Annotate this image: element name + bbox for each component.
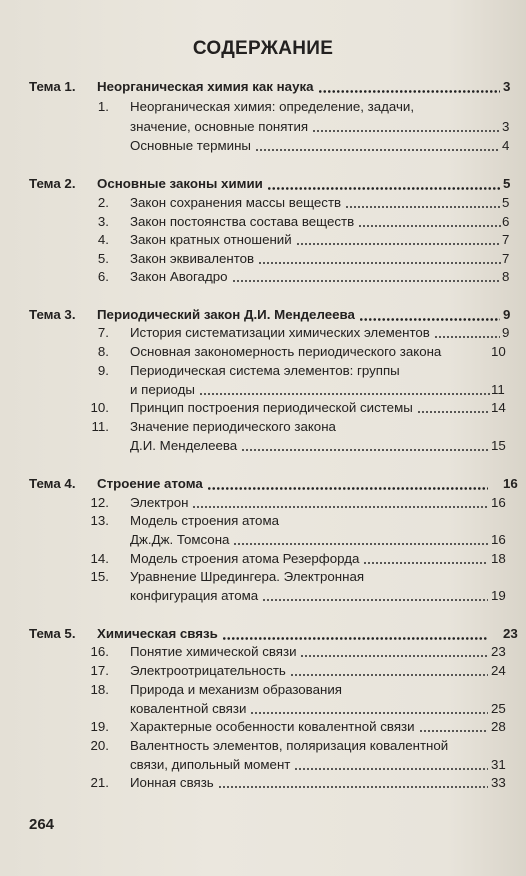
toc-item-row bbox=[0, 512, 526, 530]
page-ref: 16 bbox=[503, 476, 518, 491]
leader-dots bbox=[358, 225, 501, 227]
toc-chapter-row bbox=[0, 175, 526, 193]
chapter-title: Периодический закон Д.И. Менделеева bbox=[97, 307, 355, 322]
item-number: 18. bbox=[90, 682, 109, 697]
toc-chapter-row bbox=[0, 78, 526, 96]
toc-item-row bbox=[0, 437, 526, 455]
leader-dots bbox=[318, 90, 500, 93]
item-number: 6. bbox=[97, 269, 109, 284]
toc-item-row bbox=[0, 98, 526, 116]
item-number: 10. bbox=[90, 400, 109, 415]
item-number: 12. bbox=[90, 495, 109, 510]
item-title: Характерные особенности ковалентной связи bbox=[130, 719, 415, 734]
toc-item-row bbox=[0, 137, 526, 155]
leader-dots bbox=[296, 243, 501, 245]
item-number: 3. bbox=[97, 214, 109, 229]
item-number: 4. bbox=[97, 232, 109, 247]
page-ref: 16 bbox=[491, 495, 506, 510]
item-number: 14. bbox=[90, 551, 109, 566]
page-ref: 9 bbox=[503, 307, 511, 322]
toc-item-row bbox=[0, 587, 526, 605]
toc-item-row bbox=[0, 494, 526, 512]
leader-dots bbox=[233, 543, 488, 545]
item-title: Закон эквивалентов bbox=[130, 251, 255, 266]
item-title: конфигурация атома bbox=[130, 588, 259, 603]
page-ref: 10 bbox=[491, 344, 506, 359]
toc-item-row bbox=[0, 399, 526, 417]
item-title: Дж.Дж. Томсона bbox=[130, 532, 230, 547]
toc-item-row bbox=[0, 418, 526, 436]
page-title: СОДЕРЖАНИЕ bbox=[192, 38, 334, 59]
toc-item-row bbox=[0, 118, 526, 136]
chapter-title: Химическая связь bbox=[97, 626, 218, 641]
page-number: 264 bbox=[29, 816, 55, 833]
item-title: Уравнение Шредингера. Электронная bbox=[130, 569, 365, 584]
page-ref: 4 bbox=[502, 138, 510, 153]
toc-item-row bbox=[0, 362, 526, 380]
item-title: Модель строения атома bbox=[130, 513, 279, 528]
item-number: 15. bbox=[90, 569, 109, 584]
leader-dots bbox=[434, 336, 500, 338]
page-ref: 14 bbox=[491, 400, 506, 415]
leader-dots bbox=[417, 411, 489, 413]
item-title: Электрон bbox=[130, 495, 189, 510]
item-number: 19. bbox=[90, 719, 109, 734]
leader-dots bbox=[232, 280, 501, 282]
item-title: Д.И. Менделеева bbox=[130, 438, 238, 453]
item-title: Основные термины bbox=[130, 138, 251, 153]
page-ref: 18 bbox=[491, 551, 506, 566]
toc-item-row bbox=[0, 381, 526, 399]
toc-item-row bbox=[0, 250, 526, 268]
toc-chapter-row bbox=[0, 306, 526, 324]
item-title: Неорганическая химия: определение, задачи, bbox=[130, 99, 415, 114]
chapter-title: Неорганическая химия как наука bbox=[97, 79, 314, 94]
leader-dots bbox=[359, 318, 500, 321]
chapter-number: Тема 4. bbox=[29, 476, 76, 491]
toc-item-row bbox=[0, 718, 526, 736]
toc-item-row bbox=[0, 643, 526, 661]
chapter-title: Строение атома bbox=[97, 476, 203, 491]
page-ref: 15 bbox=[491, 438, 506, 453]
item-number: 7. bbox=[97, 325, 109, 340]
chapter-number: Тема 2. bbox=[29, 176, 76, 191]
leader-dots bbox=[294, 768, 488, 770]
leader-dots bbox=[312, 130, 501, 132]
leader-dots bbox=[199, 393, 490, 395]
chapter-number: Тема 3. bbox=[29, 307, 76, 322]
toc-item-row bbox=[0, 213, 526, 231]
toc-item-row bbox=[0, 774, 526, 792]
leader-dots bbox=[363, 562, 488, 564]
chapter-title: Основные законы химии bbox=[97, 176, 263, 191]
leader-dots bbox=[419, 730, 488, 732]
item-number: 20. bbox=[90, 738, 109, 753]
leader-dots bbox=[250, 712, 488, 714]
page-ref: 7 bbox=[502, 232, 510, 247]
item-number: 2. bbox=[97, 195, 109, 210]
item-number: 8. bbox=[97, 344, 109, 359]
item-title: История систематизации химических элементов bbox=[130, 325, 430, 340]
leader-dots bbox=[262, 599, 488, 601]
item-number: 9. bbox=[97, 363, 109, 378]
item-title: и периоды bbox=[130, 382, 195, 397]
toc-chapter-row bbox=[0, 475, 526, 493]
item-title: значение, основные понятия bbox=[130, 119, 309, 134]
leader-dots bbox=[207, 487, 488, 490]
item-title: Закон постоянства состава веществ bbox=[130, 214, 355, 229]
toc-item-row bbox=[0, 231, 526, 249]
item-title: Понятие химической связи bbox=[130, 644, 297, 659]
page-ref: 9 bbox=[502, 325, 510, 340]
item-title: Закон Авогадро bbox=[130, 269, 228, 284]
item-number: 17. bbox=[90, 663, 109, 678]
page-ref: 5 bbox=[503, 176, 511, 191]
page-ref: 3 bbox=[503, 79, 511, 94]
page-ref: 33 bbox=[491, 775, 506, 790]
page-ref: 23 bbox=[491, 644, 506, 659]
page-ref: 19 bbox=[491, 588, 506, 603]
toc-item-row bbox=[0, 700, 526, 718]
item-number: 21. bbox=[90, 775, 109, 790]
item-number: 5. bbox=[97, 251, 109, 266]
leader-dots bbox=[290, 674, 488, 676]
item-title: Ионная связь bbox=[130, 775, 214, 790]
page-ref: 6 bbox=[502, 214, 510, 229]
page-ref: 16 bbox=[491, 532, 506, 547]
toc-item-row bbox=[0, 681, 526, 699]
item-title: ковалентной связи bbox=[130, 701, 247, 716]
item-title: Закон сохранения массы веществ bbox=[130, 195, 342, 210]
page-ref: 5 bbox=[502, 195, 510, 210]
chapter-number: Тема 5. bbox=[29, 626, 76, 641]
toc-item-row bbox=[0, 268, 526, 286]
item-title: Валентность элементов, поляризация ковалентной bbox=[130, 738, 449, 753]
leader-dots bbox=[345, 206, 501, 208]
leader-dots bbox=[300, 655, 488, 657]
item-number: 1. bbox=[97, 99, 109, 114]
page-ref: 8 bbox=[502, 269, 510, 284]
leader-dots bbox=[241, 449, 490, 451]
leader-dots bbox=[267, 187, 500, 190]
item-title: связи, дипольный момент bbox=[130, 757, 291, 772]
item-title: Основная закономерность периодического закона bbox=[130, 344, 442, 359]
item-number: 13. bbox=[90, 513, 109, 528]
page-ref: 11 bbox=[491, 382, 505, 397]
item-number: 11. bbox=[91, 419, 109, 434]
chapter-number: Тема 1. bbox=[29, 79, 76, 94]
toc-item-row bbox=[0, 737, 526, 755]
toc-item-row bbox=[0, 756, 526, 774]
toc-chapter-row bbox=[0, 625, 526, 643]
page-ref: 31 bbox=[491, 757, 506, 772]
toc-item-row bbox=[0, 662, 526, 680]
toc-item-row bbox=[0, 324, 526, 342]
item-number: 16. bbox=[90, 644, 109, 659]
item-title: Значение периодического закона bbox=[130, 419, 336, 434]
toc-item-row bbox=[0, 568, 526, 586]
page-ref: 3 bbox=[502, 119, 510, 134]
item-title: Периодическая система элементов: группы bbox=[130, 363, 400, 378]
page-ref: 28 bbox=[491, 719, 506, 734]
toc-item-row bbox=[0, 343, 526, 361]
item-title: Электроотрицательность bbox=[130, 663, 286, 678]
leader-dots bbox=[218, 786, 488, 788]
item-title: Природа и механизм образования bbox=[130, 682, 342, 697]
page-ref: 23 bbox=[503, 626, 518, 641]
toc-item-row bbox=[0, 531, 526, 549]
toc-item-row bbox=[0, 550, 526, 568]
item-title: Принцип построения периодической системы bbox=[130, 400, 413, 415]
item-title: Модель строения атома Резерфорда bbox=[130, 551, 360, 566]
page-ref: 24 bbox=[491, 663, 506, 678]
page-ref: 7 bbox=[502, 251, 510, 266]
page-ref: 25 bbox=[491, 701, 506, 716]
item-title: Закон кратных отношений bbox=[130, 232, 292, 247]
leader-dots bbox=[255, 149, 500, 151]
toc-item-row bbox=[0, 194, 526, 212]
leader-dots bbox=[258, 262, 501, 264]
leader-dots bbox=[192, 506, 488, 508]
leader-dots bbox=[222, 637, 488, 640]
